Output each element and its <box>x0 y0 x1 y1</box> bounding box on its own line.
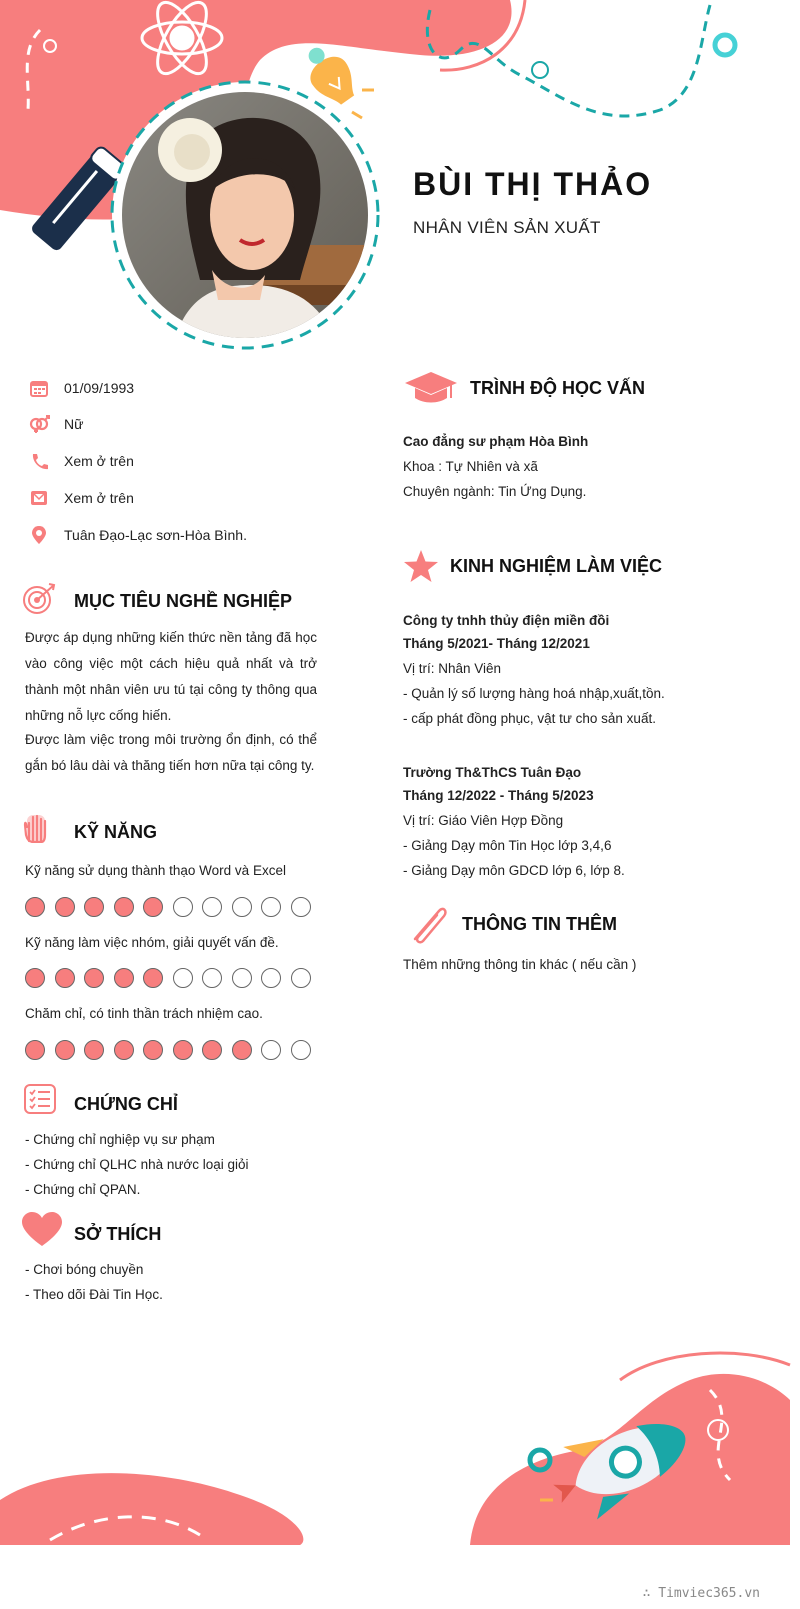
candidate-name: BÙI THỊ THẢO <box>413 166 653 202</box>
rating-dot-empty <box>261 897 281 917</box>
rating-dot-filled <box>84 1040 104 1060</box>
rating-dot-filled <box>114 968 134 988</box>
job-company: Công ty tnhh thủy điện miền đồi <box>403 613 610 628</box>
rating-dot-filled <box>25 968 45 988</box>
skill-label: Chăm chỉ, có tinh thần trách nhiệm cao. <box>25 1006 263 1021</box>
skill-rating <box>25 968 320 988</box>
hand-icon <box>23 811 49 848</box>
graduation-cap-icon <box>404 370 458 411</box>
education-heading: TRÌNH ĐỘ HỌC VẤN <box>470 378 645 398</box>
skills-heading: KỸ NĂNG <box>74 822 158 842</box>
contact-gender <box>28 411 348 437</box>
hobby-item: - Theo dõi Đài Tin Học. <box>25 1287 163 1302</box>
job-company: Trường Th&ThCS Tuân Đạo <box>403 765 582 780</box>
job-period: Tháng 5/2021- Tháng 12/2021 <box>403 636 590 651</box>
skill-label: Kỹ năng sử dụng thành thạo Word và Excel <box>25 863 286 878</box>
rating-dot-empty <box>232 968 252 988</box>
location-pin-icon <box>28 524 50 546</box>
objective-text: Được áp dụng những kiến thức nền tảng đã học vào công việc một cách hiệu quả nhất và trở thành một nhân viên ưu tú tại công ty thông qua những nỗ lực cống hiến. <box>25 630 317 723</box>
skill-label: Kỹ năng làm việc nhóm, giải quyết vấn đề. <box>25 935 279 950</box>
rating-dot-filled <box>84 968 104 988</box>
footer-decoration <box>0 1340 800 1609</box>
contact-value: Xem ở trên <box>64 490 134 506</box>
rating-dot-filled <box>55 968 75 988</box>
rating-dot-empty <box>291 897 311 917</box>
rating-dot-empty <box>173 897 193 917</box>
contact-value: Xem ở trên <box>64 453 134 469</box>
heart-icon <box>22 1212 62 1253</box>
checklist-icon <box>24 1084 56 1119</box>
contact-phone <box>28 448 348 474</box>
rating-dot-empty <box>261 968 281 988</box>
contact-value: 01/09/1993 <box>64 380 135 396</box>
job-period: Tháng 12/2022 - Tháng 5/2023 <box>403 788 594 803</box>
star-icon <box>403 549 439 588</box>
education-major: Chuyên ngành: Tin Ứng Dụng. <box>403 484 587 499</box>
objective-heading: MỤC TIÊU NGHỀ NGHIỆP <box>74 591 293 611</box>
hobby-item: - Chơi bóng chuyền <box>25 1262 144 1277</box>
rating-dot-empty <box>291 968 311 988</box>
skill-rating <box>25 1040 320 1060</box>
hobbies-heading: SỞ THÍCH <box>74 1224 162 1244</box>
certificate-item: - Chứng chỉ QPAN. <box>25 1182 141 1197</box>
rating-dot-filled <box>55 897 75 917</box>
job-duty: - Quản lý số lượng hàng hoá nhập,xuất,tồn. <box>403 686 665 701</box>
certificates-heading: CHỨNG CHỈ <box>74 1094 178 1114</box>
rating-dot-filled <box>173 1040 193 1060</box>
certificate-item: - Chứng chỉ QLHC nhà nước loại giỏi <box>25 1157 249 1172</box>
paperclip-icon <box>405 903 449 950</box>
rating-dot-empty <box>261 1040 281 1060</box>
contact-email <box>28 485 348 511</box>
rating-dot-filled <box>202 1040 222 1060</box>
rating-dot-empty <box>173 968 193 988</box>
job-title: NHÂN VIÊN SẢN XUẤT <box>413 218 601 237</box>
job-position: Vị trí: Nhân Viên <box>403 661 502 676</box>
rating-dot-filled <box>232 1040 252 1060</box>
contact-address <box>28 522 348 548</box>
rating-dot-filled <box>143 968 163 988</box>
rating-dot-filled <box>55 1040 75 1060</box>
watermark: ∴ Timviec365.vn <box>642 1586 760 1601</box>
skill-rating <box>25 897 320 917</box>
rating-dot-empty <box>291 1040 311 1060</box>
contact-value: Tuân Đạo-Lạc sơn-Hòa Bình. <box>64 527 247 543</box>
rating-dot-filled <box>143 1040 163 1060</box>
contact-birthdate <box>28 375 348 401</box>
rating-dot-empty <box>232 897 252 917</box>
job-duty: - cấp phát đồng phục, vật tư cho sản xuất. <box>403 711 656 726</box>
certificate-item: - Chứng chỉ nghiệp vụ sư phạm <box>25 1132 215 1147</box>
rating-dot-filled <box>25 897 45 917</box>
rating-dot-filled <box>114 897 134 917</box>
job-duty: - Giảng Dạy môn Tin Học lớp 3,4,6 <box>403 838 612 853</box>
target-icon <box>22 582 58 621</box>
avatar <box>100 70 390 360</box>
additional-heading: THÔNG TIN THÊM <box>462 914 617 934</box>
gender-icon <box>28 413 50 435</box>
education-faculty: Khoa : Tự Nhiên và xã <box>403 459 538 474</box>
experience-heading: KINH NGHIỆM LÀM VIỆC <box>450 556 663 576</box>
rating-dot-filled <box>114 1040 134 1060</box>
job-duty: - Giảng Dạy môn GDCD lớp 6, lớp 8. <box>403 863 625 878</box>
rating-dot-filled <box>143 897 163 917</box>
rating-dot-filled <box>84 897 104 917</box>
email-icon <box>28 487 50 509</box>
job-position: Vị trí: Giáo Viên Hợp Đồng <box>403 813 564 828</box>
phone-icon <box>28 450 50 472</box>
rating-dot-empty <box>202 897 222 917</box>
rating-dot-filled <box>25 1040 45 1060</box>
calendar-icon <box>28 377 50 399</box>
objective-text-2: Được làm việc trong môi trường ổn định, có thể gắn bó lâu dài và thăng tiến hơn nữa tại công ty. <box>25 732 317 773</box>
additional-text: Thêm những thông tin khác ( nếu cần ) <box>403 957 637 972</box>
rating-dot-empty <box>202 968 222 988</box>
education-school: Cao đẳng sư phạm Hòa Bình <box>403 434 589 449</box>
contact-value: Nữ <box>64 416 84 432</box>
